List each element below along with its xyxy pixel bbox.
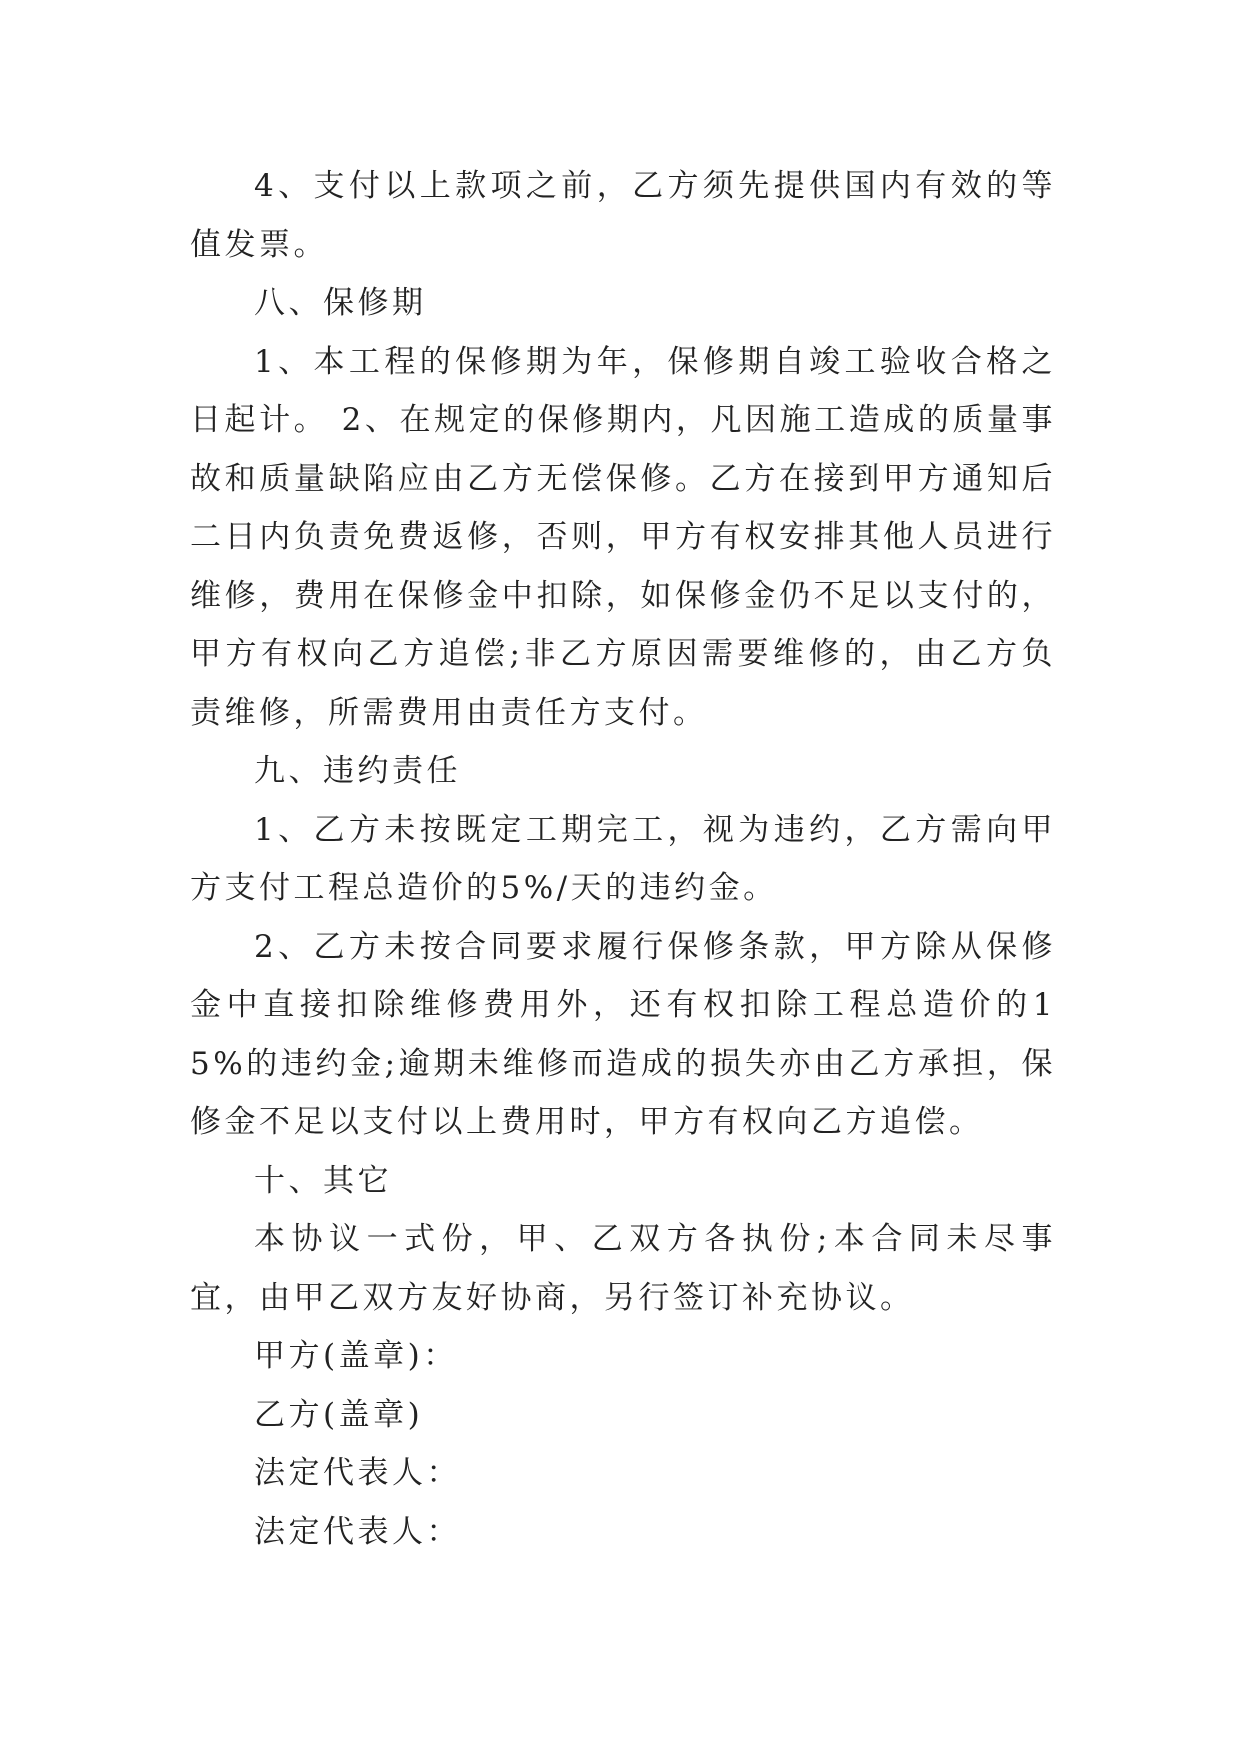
liability-clause-2: 2、乙方未按合同要求履行保修条款，甲方除从保修金中直接扣除维修费用外，还有权扣除工程总造价的15%的违约金;逾期未维修而造成的损失亦由乙方承担，保修金不足以支付以上费用时，甲方有权向乙方追偿。 [190, 928, 1056, 1140]
legal-representative-line-b: 法定代表人： [254, 1513, 461, 1550]
section-heading-warranty: 八、保修期 [254, 285, 427, 321]
warranty-clause: 1、本工程的保修期为年，保修期自竣工验收合格之日起计。 2、在规定的保修期内，凡因施工造成的质量事故和质量缺陷应由乙方无偿保修。乙方在接到甲方通知后二日内负责免费返修，否则，甲方有权安排其他人员进行维修，费用在保修金中扣除，如保修金仍不足以支付的，甲方有权向乙方追偿;非乙方原因需要维修的，由乙方负责维修，所需费用由责任方支付。 [190, 343, 1056, 731]
liability-clause-1: 1、乙方未按既定工期完工，视为违约，乙方需向甲方支付工程总造价的5%/天的违约金。 [190, 811, 1056, 906]
section-heading-liability: 九、违约责任 [254, 753, 461, 789]
party-b-seal-line: 乙方(盖章) [254, 1396, 424, 1433]
other-clause: 本协议一式份，甲、乙双方各执份;本合同未尽事宜，由甲乙双方友好协商，另行签订补充协议。 [190, 1221, 1056, 1316]
section-heading-other: 十、其它 [254, 1162, 392, 1199]
document-body [190, 157, 1056, 1561]
legal-representative-line-a: 法定代表人： [254, 1455, 461, 1491]
payment-invoice-clause: 4、支付以上款项之前，乙方须先提供国内有效的等值发票。 [190, 168, 1056, 263]
party-a-seal-line: 甲方(盖章)： [254, 1338, 458, 1374]
